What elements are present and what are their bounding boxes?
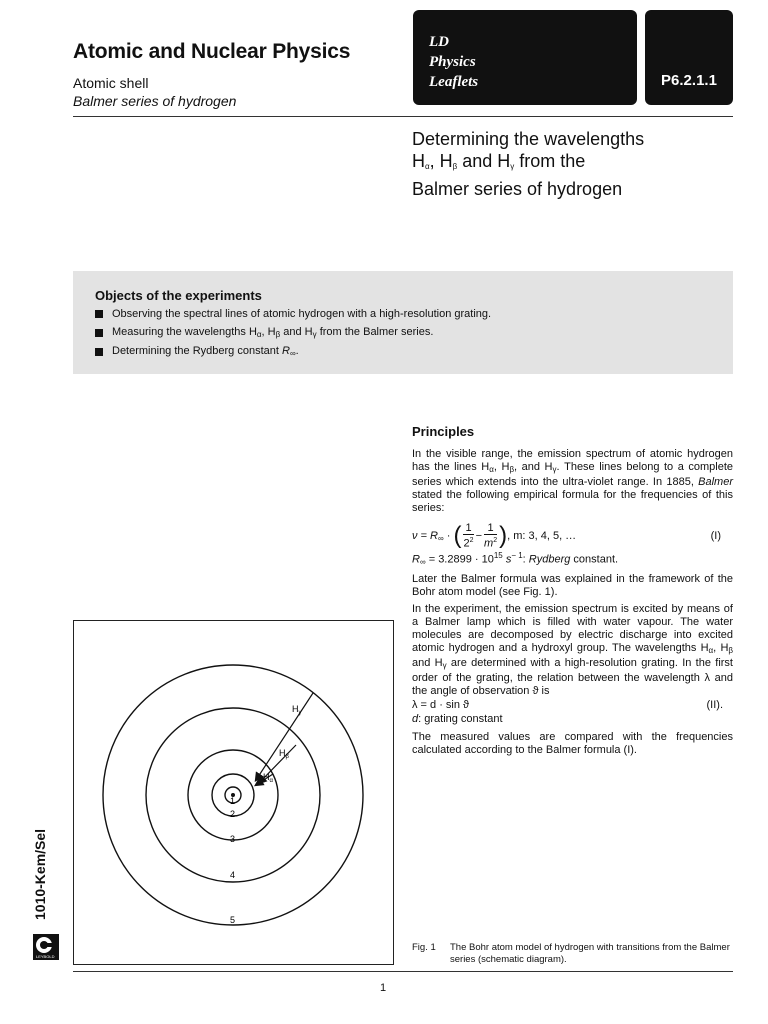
transition-label-alpha: $H_\alpha$ xyxy=(263,772,273,784)
ld-line-1: LD xyxy=(429,34,449,50)
figure-number: Fig. 1 xyxy=(412,942,436,953)
ld-line-2: Physics xyxy=(429,54,476,70)
grating-constant-definition: d: grating constant xyxy=(412,713,503,725)
bullet-square-icon xyxy=(95,329,103,337)
objects-panel xyxy=(73,271,733,374)
document-code: 1010-Kem/Sel xyxy=(32,828,48,920)
principles-paragraph: In the visible range, the emission spectrum of atomic hydrogen has the lines $H_\alpha$, $H_\beta$, and $H_\gamma$. These lines belong to a complete series which extends into the ultra-violet range. In 1885, Balmer stated the following empirical formula for the frequencies of this series: xyxy=(412,448,734,514)
svg-text:LEYBOLD: LEYBOLD xyxy=(36,954,55,959)
section-title: Atomic and Nuclear Physics xyxy=(73,40,351,63)
ld-line-3: Leaflets xyxy=(429,74,479,90)
principles-paragraph: In the experiment, the emission spectrum is excited by means of a Balmer lamp which is filled with water vapour. The water molecules are decomposed by electric discharge into excited atomic hydrogen and a hydroxyl group. The wavelengths $H_\alpha$, $H_\beta$ and $H_\gamma$ are determined with a high-resolution grating. In the first order of the grating, the relation between the wavelength λ and the angle of observation ϑ is xyxy=(412,603,734,697)
orbit-label-5: 5 xyxy=(230,915,236,925)
transition-label-gamma: $H_\gamma$ xyxy=(292,704,302,716)
rydberg-constant-formula: $R_\infty = 3.2899 \cdot 10^{15}$ $s^{- 1}$: Rydberg constant. xyxy=(412,551,619,567)
page-number: 1 xyxy=(380,982,387,994)
title-line-3: Balmer series of hydrogen xyxy=(412,179,623,199)
principles-paragraph: The measured values are compared with the frequencies calculated according to the Balmer formula (I). xyxy=(412,731,733,756)
balmer-formula: $\nu = R_\infty$ · ( $\frac{1}{2^2}$ − $\frac{1}{m^2}$ ), m: 3, 4, 5, … (I) xyxy=(412,522,721,550)
orbit-label-3: 3 xyxy=(230,834,236,844)
orbit-label-4: 4 xyxy=(230,870,236,880)
leybold-logo-icon xyxy=(33,934,59,960)
bullet-square-icon xyxy=(95,348,103,356)
objects-list-item: Observing the spectral lines of atomic hydrogen with a high-resolution grating. xyxy=(95,308,491,320)
footer-divider xyxy=(73,971,733,972)
principles-heading: Principles xyxy=(412,424,475,439)
transition-label-beta: $H_\beta$ xyxy=(279,748,289,760)
bullet-square-icon xyxy=(95,310,103,318)
objects-list-item: Measuring the wavelengths $H_\alpha$, $H_\beta$ and $H_\gamma$ from the Balmer series. xyxy=(95,326,433,339)
topic-label: Atomic shell xyxy=(73,75,149,91)
grating-formula: λ = d · sin ϑ (II). xyxy=(412,699,723,711)
objects-heading: Objects of the experiments xyxy=(95,288,262,303)
figure-caption-text: The Bohr atom model of hydrogen with transitions from the Balmer series (schematic diagram). xyxy=(450,942,730,965)
orbit-label-1: 1 xyxy=(230,796,236,806)
header-divider xyxy=(73,116,733,117)
equation-number: (II). xyxy=(706,699,723,711)
equation-number: (I) xyxy=(710,530,721,542)
figure-caption xyxy=(412,942,730,966)
principles-paragraph: Later the Balmer formula was explained in the framework of the Bohr atom model (see Fig. 1). xyxy=(412,573,733,598)
title-line-2: $H_\alpha$, $H_\beta$ and $H_\gamma$ from the xyxy=(412,151,586,171)
document-title xyxy=(412,128,644,200)
transition-gamma-arrow xyxy=(256,693,313,780)
leaflet-code-badge xyxy=(645,10,733,105)
title-line-1: Determining the wavelengths xyxy=(412,129,645,149)
subtopic-label: Balmer series of hydrogen xyxy=(73,93,237,109)
objects-list-item: Determining the Rydberg constant $R_\infty$. xyxy=(95,345,299,358)
leaflet-code: P6.2.1.1 xyxy=(661,72,717,89)
bohr-model-diagram xyxy=(73,620,394,965)
orbit-label-2: 2 xyxy=(230,809,236,819)
